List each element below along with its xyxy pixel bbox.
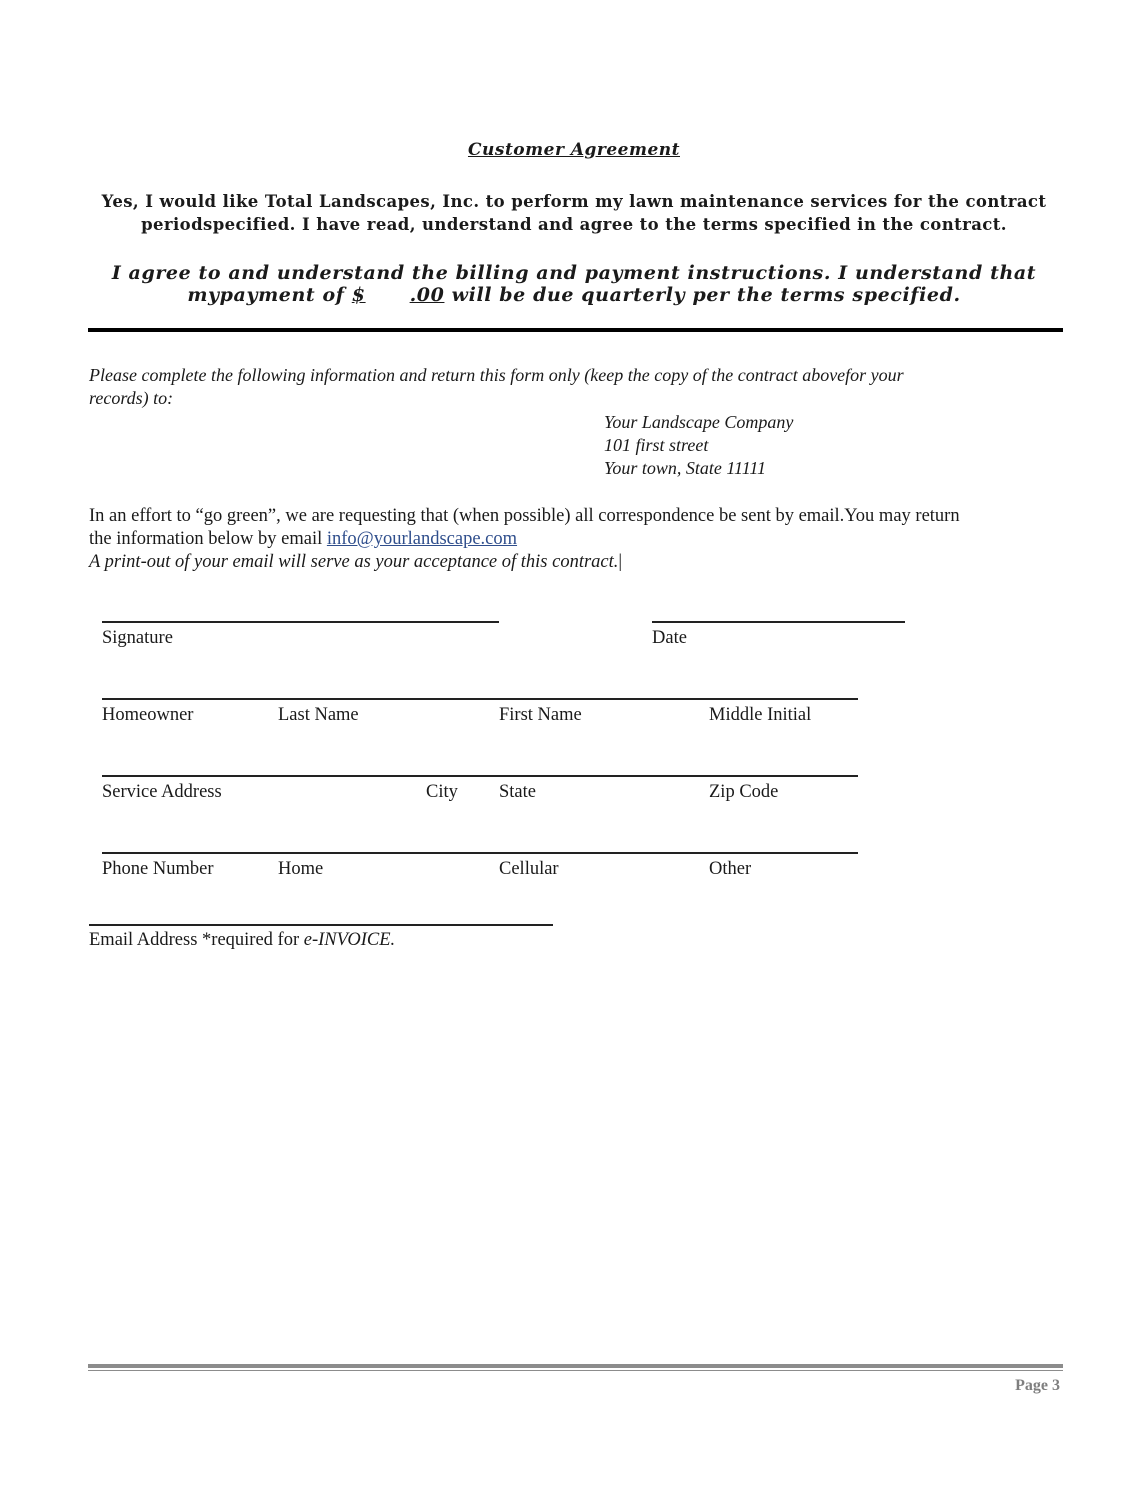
service-address-label: Service Address bbox=[102, 782, 222, 802]
green-line-1: In an effort to “go green”, we are requesting that (when possible) all correspondence be sent by email.You may return bbox=[89, 506, 960, 526]
home-phone-label: Home bbox=[278, 859, 324, 879]
acceptance-text: A print-out of your email will serve as your acceptance of this contract. bbox=[89, 552, 619, 572]
instructions-line-2: records) to: bbox=[89, 388, 174, 408]
phone-line[interactable] bbox=[102, 852, 858, 854]
consent-line-1: Yes, I would like Total Landscapes, Inc. to perform my lawn maintenance services for the contract bbox=[101, 192, 1047, 211]
date-line[interactable] bbox=[652, 621, 905, 623]
company-name: Your Landscape Company bbox=[604, 412, 794, 432]
phone-number-label: Phone Number bbox=[102, 859, 214, 879]
homeowner-label: Homeowner bbox=[102, 705, 194, 725]
payment-amount[interactable] bbox=[352, 284, 445, 306]
last-name-label: Last Name bbox=[278, 705, 359, 725]
signature-label: Signature bbox=[102, 628, 173, 648]
email-address-line[interactable] bbox=[89, 924, 553, 926]
city-label: City bbox=[426, 782, 458, 802]
payment-dollar: $ bbox=[351, 284, 366, 306]
consent-line-2: periodspecified. I have read, understand and agree to the terms specified in the contract. bbox=[141, 215, 1007, 234]
other-phone-label: Other bbox=[709, 859, 752, 879]
cellular-label: Cellular bbox=[499, 859, 559, 879]
company-street: 101 first street bbox=[604, 435, 709, 455]
payment-cents: .00 bbox=[409, 284, 445, 306]
billing-prefix: mypayment of bbox=[187, 284, 352, 306]
date-label: Date bbox=[652, 628, 687, 648]
billing-suffix: will be due quarterly per the terms specified. bbox=[444, 284, 961, 306]
zip-code-label: Zip Code bbox=[709, 782, 779, 802]
first-name-label: First Name bbox=[499, 705, 582, 725]
email-label-text: Email Address *required for bbox=[89, 930, 304, 950]
einvoice-text: e-INVOICE. bbox=[303, 930, 396, 950]
billing-line-1: I agree to and understand the billing and payment instructions. I understand that bbox=[111, 262, 1037, 284]
email-link[interactable]: info@yourlandscape.com bbox=[326, 529, 518, 549]
footer-rule-thin bbox=[88, 1370, 1063, 1371]
instructions-line-1: Please complete the following information and return this form only (keep the copy of the contract abovefor your bbox=[89, 365, 904, 385]
footer-rule bbox=[88, 1364, 1063, 1368]
state-label: State bbox=[499, 782, 536, 802]
green-line-2 bbox=[89, 529, 517, 550]
billing-line-2 bbox=[0, 284, 1140, 306]
section-divider bbox=[88, 328, 1063, 332]
text-cursor: | bbox=[618, 552, 623, 572]
green-line-3 bbox=[89, 552, 622, 573]
middle-initial-label: Middle Initial bbox=[709, 705, 812, 725]
signature-line[interactable] bbox=[102, 621, 499, 623]
email-address-label bbox=[89, 930, 395, 951]
document-title: Customer Agreement bbox=[467, 140, 680, 160]
company-city: Your town, State 11111 bbox=[604, 458, 767, 478]
page-number: Page 3 bbox=[1015, 1377, 1060, 1394]
green-line-2-prefix: the information below by email bbox=[89, 529, 327, 549]
service-address-line[interactable] bbox=[102, 775, 858, 777]
homeowner-line[interactable] bbox=[102, 698, 858, 700]
